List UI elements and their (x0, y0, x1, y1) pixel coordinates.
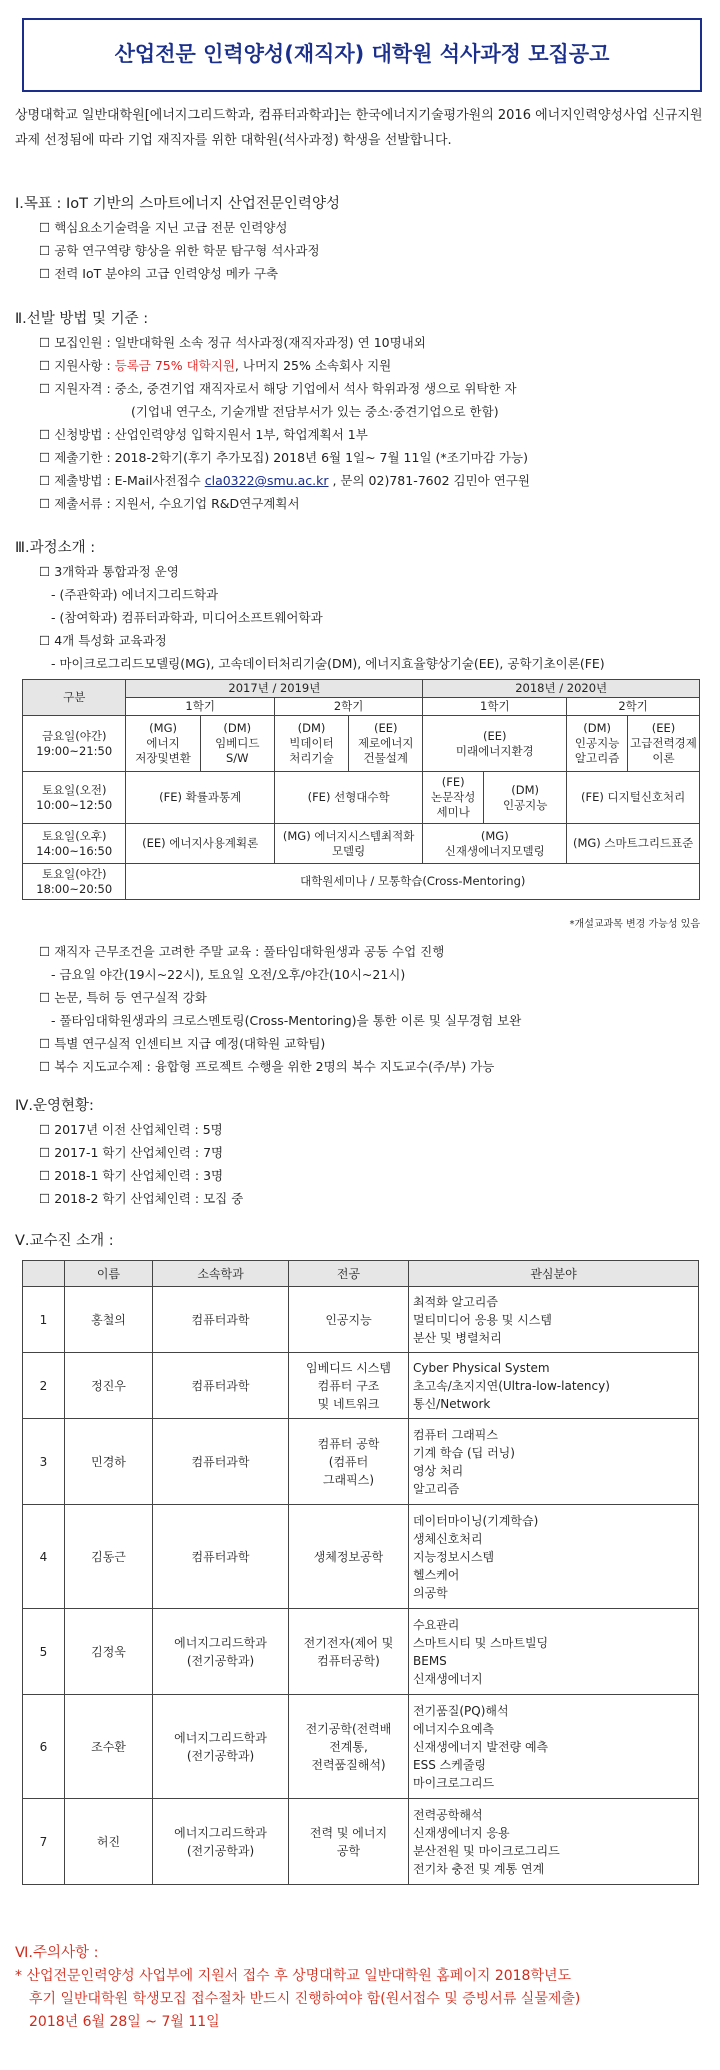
professor-dept: 컴퓨터과학 (153, 1419, 289, 1505)
col-header-interest: 관심분야 (409, 1261, 699, 1287)
status-item: ☐ 2017년 이전 산업체인력 : 5명 (15, 1118, 705, 1141)
course-cell: (MG) 신재생에너지모델링 (423, 824, 567, 864)
professor-major: 임베디드 시스템 컴퓨터 구조 및 네트워크 (289, 1353, 409, 1419)
course-cell: (FE) 확률과통계 (126, 772, 274, 824)
required-docs: ☐ 제출서류 : 지원서, 수요기업 R&D연구계획서 (15, 492, 705, 515)
course-cell: (EE) 미래에너지환경 (423, 716, 567, 772)
professor-dept: 컴퓨터과학 (153, 1505, 289, 1609)
status-item: ☐ 2018-1 학기 산업체인력 : 3명 (15, 1164, 705, 1187)
status-item: ☐ 2018-2 학기 산업체인력 : 모집 중 (15, 1187, 705, 1210)
status-item: ☐ 2017-1 학기 산업체인력 : 7명 (15, 1141, 705, 1164)
semester-header: 2학기 (274, 698, 422, 716)
course-cell: (DM) 임베디드 S/W (200, 716, 274, 772)
course-cell: (MG) 에너지 저장및변환 (126, 716, 200, 772)
course-cell: (MG) 에너지시스템최적화 모델링 (274, 824, 422, 864)
professor-name: 홍철의 (65, 1287, 153, 1353)
professor-interest: 컴퓨터 그래픽스 기계 학습 (딥 러닝) 영상 처리 알고리즘 (409, 1419, 699, 1505)
goal-item: ☐ 전력 IoT 분야의 고급 인력양성 메카 구축 (15, 262, 705, 285)
course-cell: (DM) 인공지능 알고리즘 (567, 716, 628, 772)
section-selection (15, 308, 705, 515)
table-row (23, 1353, 699, 1419)
goal-item: ☐ 핵심요소기술력을 지닌 고급 전문 인력양성 (15, 216, 705, 239)
professor-major: 전기전자(제어 및 컴퓨터공학) (289, 1609, 409, 1695)
faculty-table (22, 1260, 699, 1885)
course-subitem: - 마이크로그리드모델링(MG), 고속데이터처리기술(DM), 에너지효율향상기술(EE), 공학기초이론(FE) (51, 656, 605, 672)
professor-dept: 에너지그리드학과 (전기공학과) (153, 1609, 289, 1695)
course-item: ☐ 4개 특성화 교육과정 (15, 629, 705, 652)
intro-paragraph: 상명대학교 일반대학원[에너지그리드학과, 컴퓨터과학과]는 한국에너지기술평가원의 2016 에너지인력양성사업 신규지원 과제 선정됨에 따라 기업 재직자를 위한 대학원(석사과정) 학생을 선발합니다. (15, 108, 703, 148)
professor-name: 정진우 (65, 1353, 153, 1419)
professor-name: 김정욱 (65, 1609, 153, 1695)
professor-interest: 전력공학해석 신재생에너지 응용 분산전원 및 마이크로그리드 전기차 충전 및 계통 연계 (409, 1799, 699, 1885)
professor-interest: 데이터마이닝(기계학습) 생체신호처리 지능정보시스템 헬스케어 의공학 (409, 1505, 699, 1609)
table-row (23, 1505, 699, 1609)
row-number: 1 (23, 1287, 65, 1353)
section-heading: Ⅲ.과정소개 : (15, 540, 96, 556)
section-heading: Ⅳ.운영현황: (15, 1098, 94, 1114)
row-number: 3 (23, 1419, 65, 1505)
professor-name: 김동근 (65, 1505, 153, 1609)
course-item: ☐ 논문, 특허 등 연구실적 강화 (15, 986, 705, 1009)
section-heading: Ⅱ.선발 방법 및 기준 : (15, 311, 149, 327)
table-row (23, 1287, 699, 1353)
section-course (15, 537, 705, 675)
course-subitem: - (주관학과) 에너지그리드학과 (51, 587, 219, 603)
section-status (15, 1095, 705, 1210)
table-row (23, 1695, 699, 1799)
support-rest: , 나머지 25% 소속회사 지원 (234, 358, 392, 374)
course-cell: (DM) 빅데이터 처리기술 (274, 716, 348, 772)
semester-header: 1학기 (423, 698, 567, 716)
section-course-extra (15, 940, 705, 1078)
professor-dept: 컴퓨터과학 (153, 1353, 289, 1419)
row-label: 토요일(오전) 10:00~12:50 (23, 772, 126, 824)
row-label: 금요일(야간) 19:00~21:50 (23, 716, 126, 772)
course-subitem: - 풀타임대학원생과의 크로스멘토링(Cross-Mentoring)을 통한 이론 및 실무경험 보완 (51, 1013, 522, 1028)
semester-header: 1학기 (126, 698, 274, 716)
goal-item: ☐ 공학 연구역량 향상을 위한 학문 탐구형 석사과정 (15, 239, 705, 262)
row-number: 5 (23, 1609, 65, 1695)
section-heading: Ⅵ.주의사항 : (15, 1945, 99, 1961)
professor-major: 전력 및 에너지 공학 (289, 1799, 409, 1885)
professor-interest: 전기품질(PQ)해석 에너지수요예측 신재생에너지 발전량 예측 ESS 스케줄링 마이크로그리드 (409, 1695, 699, 1799)
course-cell: (DM) 인공지능 (484, 772, 567, 824)
course-cell: (EE) 에너지사용계획론 (126, 824, 274, 864)
row-number: 6 (23, 1695, 65, 1799)
col-header-dept: 소속학과 (153, 1261, 289, 1287)
professor-major: 생체정보공학 (289, 1505, 409, 1609)
row-label: 토요일(야간) 18:00~20:50 (23, 864, 126, 900)
course-cell: (FE) 선형대수학 (274, 772, 422, 824)
professor-interest: 수요관리 스마트시티 및 스마트빌딩 BEMS 신재생에너지 (409, 1609, 699, 1695)
professor-name: 민경하 (65, 1419, 153, 1505)
professor-dept: 컴퓨터과학 (153, 1287, 289, 1353)
support-info (15, 354, 705, 377)
table-row (23, 1799, 699, 1885)
section-caution (15, 1942, 705, 2034)
caution-line: * 산업전문인력양성 사업부에 지원서 접수 후 상명대학교 일반대학원 홈페이지 2018학년도 (15, 1968, 572, 1985)
course-cell: (FE) 논문작성 세미나 (423, 772, 484, 824)
professor-major: 전기공학(전력배 전계통, 전력품질해석) (289, 1695, 409, 1799)
col-header-no (23, 1261, 65, 1287)
professor-major: 인공지능 (289, 1287, 409, 1353)
row-number: 2 (23, 1353, 65, 1419)
table-row (23, 1419, 699, 1505)
row-number: 4 (23, 1505, 65, 1609)
course-cell: (MG) 스마트그리드표준 (567, 824, 700, 864)
row-number: 7 (23, 1799, 65, 1885)
deadline: ☐ 제출기한 : 2018-2학기(후기 추가모집) 2018년 6월 1일~ 7월 11일 (*조기마감 가능) (15, 446, 705, 469)
semester-header: 2학기 (567, 698, 700, 716)
table-note: *개설교과목 변경 가능성 있음 (569, 919, 700, 930)
professor-name: 조수환 (65, 1695, 153, 1799)
col-header-year1: 2017년 / 2019년 (126, 680, 423, 698)
course-cell: (EE) 고급전력경제 이론 (627, 716, 699, 772)
professor-dept: 에너지그리드학과 (전기공학과) (153, 1799, 289, 1885)
professor-interest: 최적화 알고리즘 멀티미디어 응용 및 시스템 분산 및 병렬처리 (409, 1287, 699, 1353)
course-item: ☐ 3개학과 통합과정 운영 (15, 560, 705, 583)
support-highlight: 등록금 75% 대학지원 (114, 358, 235, 374)
caution-line: 후기 일반대학원 학생모집 접수절차 반드시 진행하여야 함(원서접수 및 증빙서류 실물제출) (29, 1991, 581, 2008)
course-subitem: - 금요일 야간(19시~22시), 토요일 오전/오후/야간(10시~21시) (51, 967, 406, 982)
course-cell: 대학원세미나 / 모통학습(Cross-Mentoring) (126, 864, 700, 900)
professor-name: 허진 (65, 1799, 153, 1885)
table-row (23, 1609, 699, 1695)
row-label: 토요일(오후) 14:00~16:50 (23, 824, 126, 864)
support-label: 지원사항 : (54, 358, 115, 374)
course-cell: (FE) 디지털신호처리 (567, 772, 700, 824)
course-subitem: - (참여학과) 컴퓨터과학과, 미디어소프트웨어학과 (51, 610, 323, 626)
recruit-count: ☐ 모집인원 : 일반대학원 소속 정규 석사과정(재직자과정) 연 10명내외 (15, 331, 705, 354)
submit-method (15, 469, 705, 492)
col-header-gubun: 구분 (23, 680, 126, 716)
qualification: ☐ 지원자격 : 중소, 중견기업 재직자로서 해당 기업에서 석사 학위과정 생으로 위탁한 자 (15, 377, 705, 400)
section-heading: Ⅰ.목표 : IoT 기반의 스마트에너지 산업전문인력양성 (15, 196, 340, 212)
col-header-name: 이름 (65, 1261, 153, 1287)
caution-date: 2018년 6월 28일 ~ 7월 11일 (29, 2014, 220, 2031)
section-heading: Ⅴ.교수진 소개 : (15, 1233, 114, 1249)
professor-interest: Cyber Physical System 초고속/초지지연(Ultra-low-latency) 통신/Network (409, 1353, 699, 1419)
apply-method: ☐ 신청방법 : 산업인력양성 입학지원서 1부, 학업계획서 1부 (15, 423, 705, 446)
email-link[interactable]: cla0322@smu.ac.kr (204, 473, 329, 489)
professor-dept: 에너지그리드학과 (전기공학과) (153, 1695, 289, 1799)
course-item: ☐ 재직자 근무조건을 고려한 주말 교육 : 풀타임대학원생과 공동 수업 진행 (15, 940, 705, 963)
col-header-major: 전공 (289, 1261, 409, 1287)
section-goal (15, 193, 705, 285)
schedule-table (22, 679, 700, 900)
section-faculty (15, 1230, 705, 1253)
page-title: 산업전문 인력양성(재직자) 대학원 석사과정 모집공고 (114, 42, 610, 67)
col-header-year2: 2018년 / 2020년 (423, 680, 700, 698)
submit-label: 제출방법 : E-Mail사전접수 (54, 473, 205, 489)
contact-info: , 문의 02)781-7602 김민아 연구원 (328, 473, 530, 489)
professor-major: 컴퓨터 공학 (컴퓨터 그래픽스) (289, 1419, 409, 1505)
course-cell: (EE) 제로에너지 건물설계 (349, 716, 423, 772)
qualification-note: (기업내 연구소, 기술개발 전담부서가 있는 중소·중견기업으로 한함) (131, 404, 499, 420)
course-item: ☐ 특별 연구실적 인센티브 지급 예정(대학원 교학팀) (15, 1032, 705, 1055)
title-box (22, 18, 702, 92)
course-item: ☐ 복수 지도교수제 : 융합형 프로젝트 수행을 위한 2명의 복수 지도교수(주/부) 가능 (15, 1055, 705, 1078)
